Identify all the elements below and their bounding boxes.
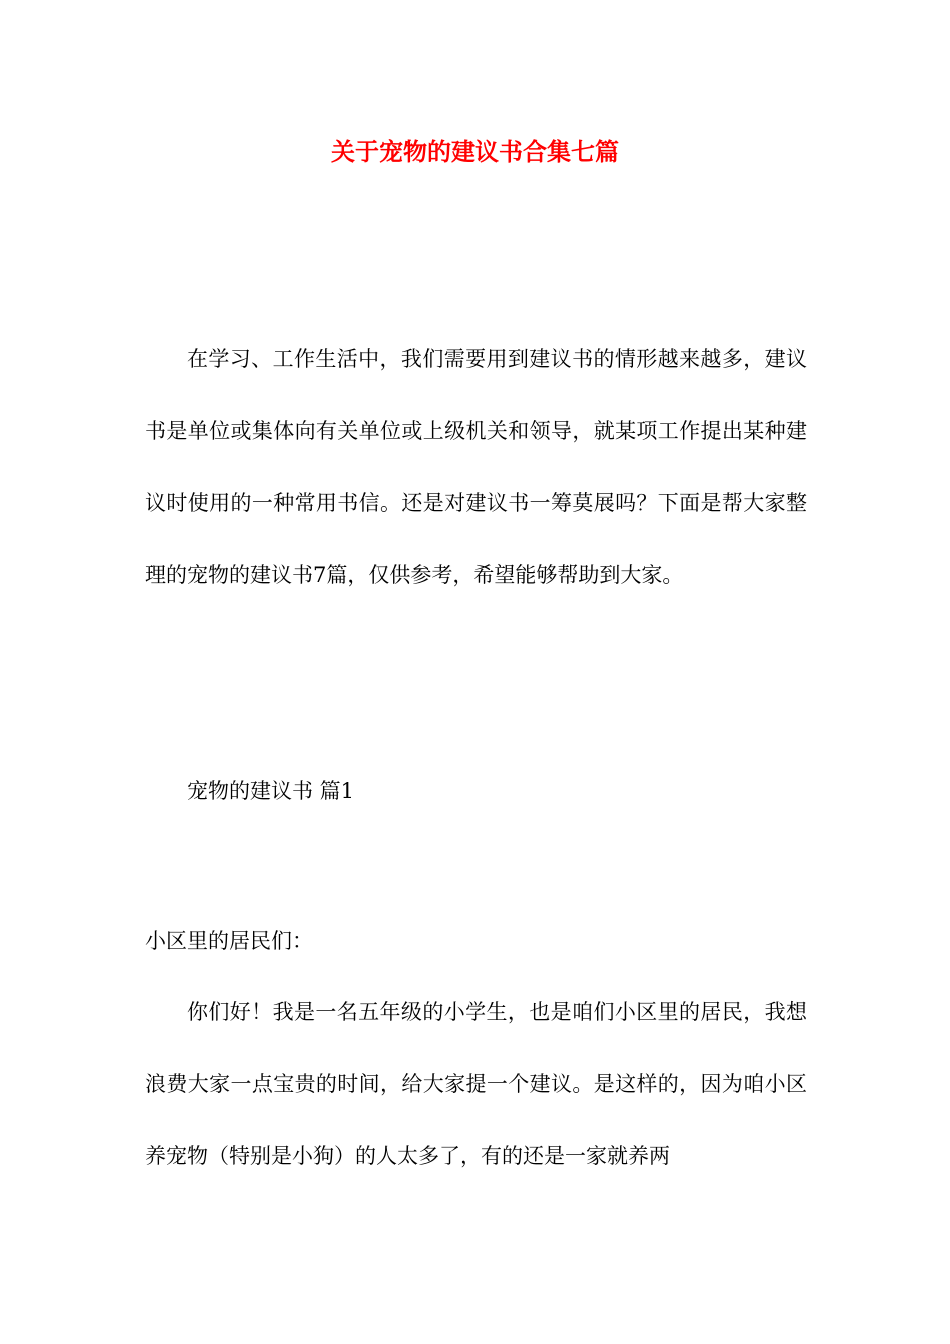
letter-salutation: 小区里的居民们： — [145, 929, 313, 953]
document-title: 关于宠物的建议书合集七篇 — [331, 137, 619, 166]
section-heading: 宠物的建议书 篇1 — [187, 779, 355, 803]
letter-paragraph: 你们好！我是一名五年级的小学生，也是咱们小区里的居民，我想浪费大家一点宝贵的时间，给大家提一个建议。是这样的，因为咱小区养宠物（特别是小狗）的人太多了，有的还是一家就养两 — [145, 1000, 807, 1168]
letter-block — [145, 976, 807, 1192]
intro-block — [145, 323, 807, 611]
intro-paragraph: 在学习、工作生活中，我们需要用到建议书的情形越来越多，建议书是单位或集体向有关单位或上级机关和领导，就某项工作提出某种建议时使用的一种常用书信。还是对建议书一筹莫展吗？下面是帮大家整理的宠物的建议书7篇，仅供参考，希望能够帮助到大家。 — [145, 347, 807, 587]
